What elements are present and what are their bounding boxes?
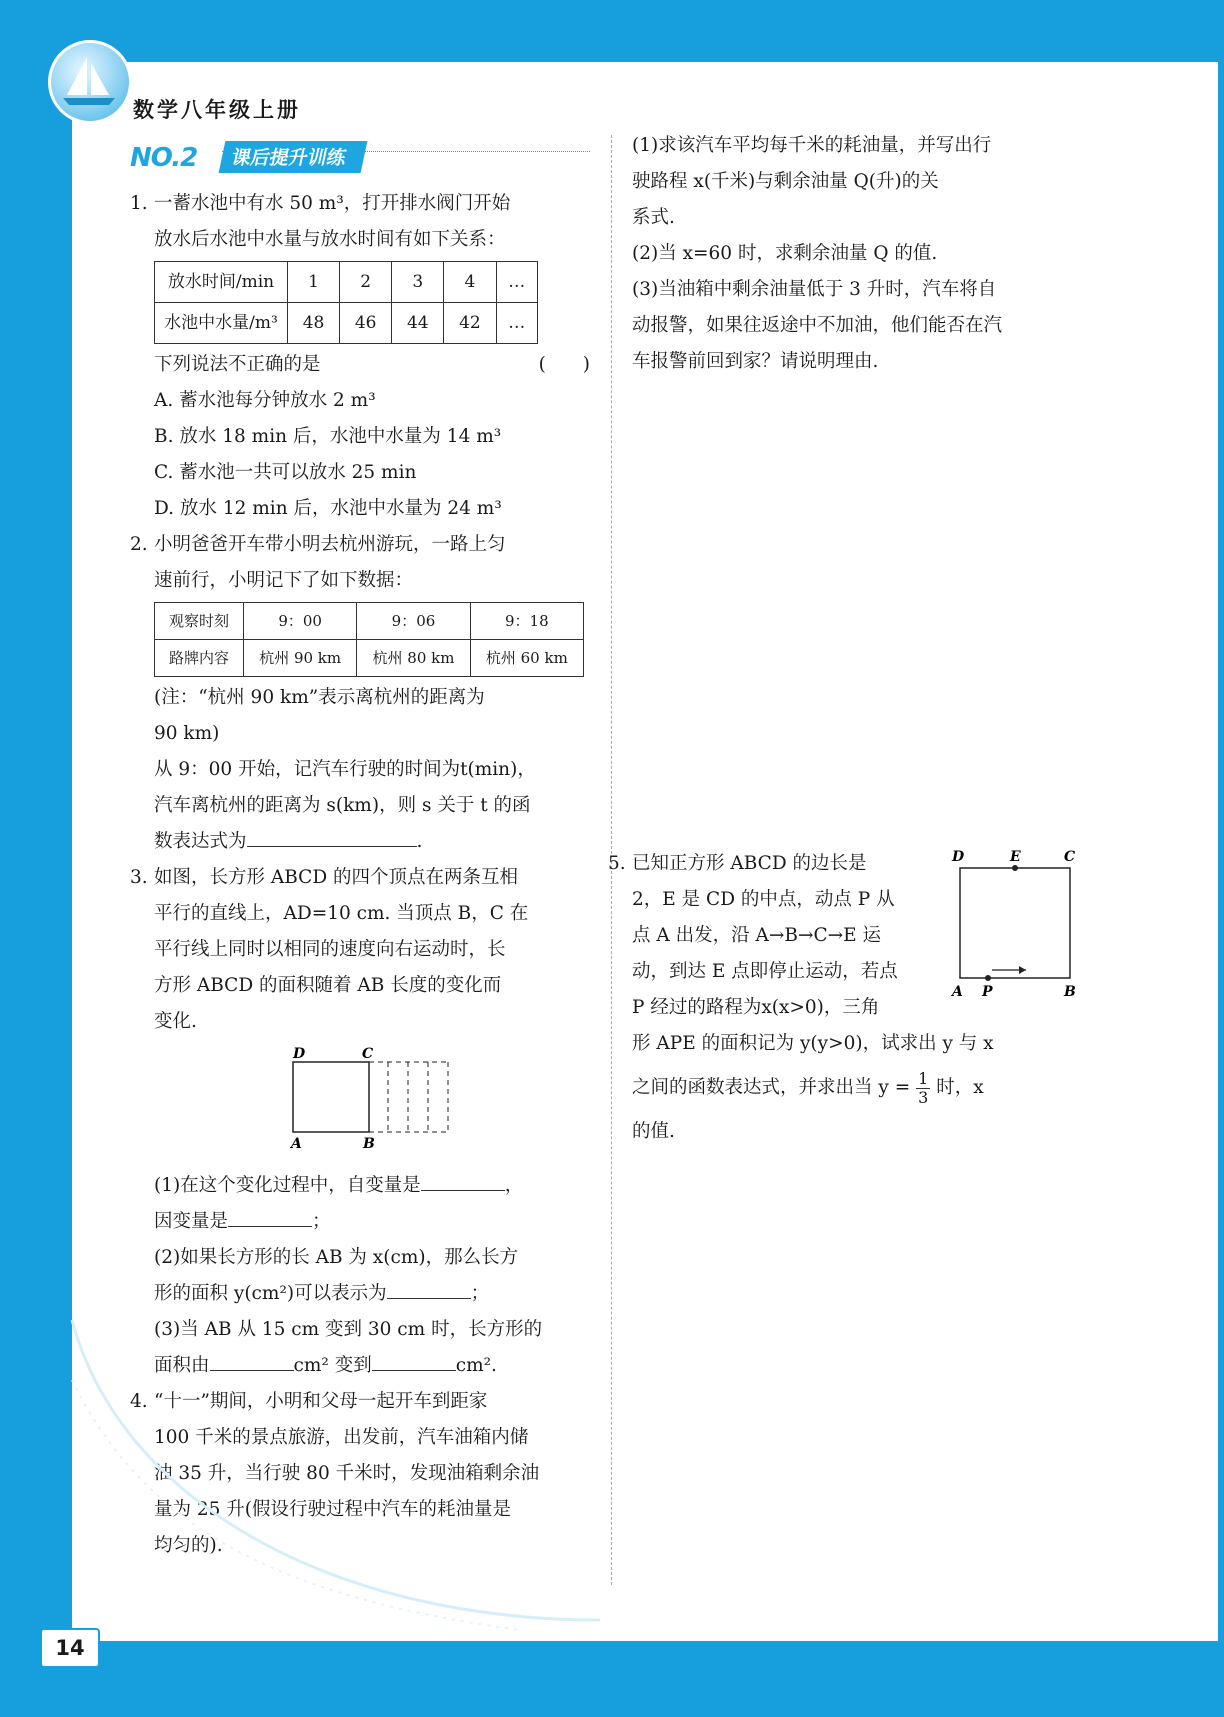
table-cell: 放水时间/min (155, 262, 288, 303)
section-title: 课后提升训练 (219, 141, 368, 173)
q5-stem-line7 (632, 1062, 1100, 1114)
q2-body-line2: 汽车离杭州的距离为 s(km)，则 s 关于 t 的函 (154, 795, 531, 816)
q2-table (154, 602, 584, 677)
table-cell: 路牌内容 (155, 640, 244, 677)
q5-stem-line2: 2，E 是 CD 的中点，动点 P 从 (632, 889, 895, 910)
q1-stem-line1: 一蓄水池中有水 50 m³，打开排水阀门开始 (154, 193, 511, 214)
table-cell: 44 (392, 303, 444, 344)
table-cell: 杭州 90 km (244, 640, 357, 677)
question-3 (130, 860, 590, 1040)
q1-option-a: A. 蓄水池每分钟放水 2 m³ (154, 390, 376, 411)
q3-part1-text: (1)在这个变化过程中，自变量是 (154, 1175, 421, 1196)
label-d: D (952, 849, 965, 865)
question-number: 4. (130, 1391, 148, 1412)
label-b: B (363, 1136, 375, 1152)
q2-stem-line2: 速前行，小明记下了如下数据： (154, 570, 414, 591)
q3-stem-line3: 平行线上同时以相同的速度向右运动时，长 (154, 939, 506, 960)
q3-part1-line2 (130, 1204, 590, 1240)
q3-part2-semicolon: ； (470, 1283, 490, 1304)
answer-blank (387, 1276, 471, 1299)
q3-part3-unit1: cm² 变到 (293, 1355, 372, 1376)
q2-body-line1: 从 9：00 开始，记汽车行驶的时间为t(min)， (154, 759, 536, 780)
q4-part2-line1: (2)当 x=60 时，求剩余油量 Q 的值. (632, 243, 938, 264)
q5-stem-line1: 已知正方形 ABCD 的边长是 (632, 853, 867, 874)
question-2 (130, 527, 590, 599)
label-c: C (362, 1046, 374, 1062)
q4-part3-line3: 车报警前回到家？请说明理由. (632, 351, 879, 372)
question-5 (608, 846, 1100, 1150)
q2-end-dot: . (416, 831, 423, 852)
question-number: 2. (130, 534, 148, 555)
table-row (155, 603, 584, 640)
q4-stem-line4: 量为 25 升(假设行驶过程中汽车的耗油量是 (154, 1499, 512, 1520)
label-b: B (1064, 984, 1076, 1000)
rectangle-figure (130, 1046, 590, 1162)
table-row (155, 262, 538, 303)
q3-stem-line2: 平行的直线上，AD=10 cm. 当顶点 B，C 在 (154, 903, 529, 924)
q5-stem-line7a: 之间的函数表达式，并求出当 y = (632, 1077, 911, 1098)
q3-stem-line1: 如图，长方形 ABCD 的四个顶点在两条互相 (154, 867, 519, 888)
q1-ask-line (130, 347, 590, 383)
sailboat-icon (51, 43, 129, 121)
book-title: 数学八年级上册 (133, 98, 301, 122)
fraction-denominator: 3 (918, 1087, 929, 1107)
q1-option-b: B. 放水 18 min 后，水池中水量为 14 m³ (154, 426, 502, 447)
q2-stem-line1: 小明爸爸开车带小明去杭州游玩，一路上匀 (154, 534, 506, 555)
q2-note-line2: 90 km) (154, 723, 220, 744)
bottom-frame-band (0, 1641, 1224, 1717)
table-cell: 1 (288, 262, 340, 303)
decorative-arc (0, 1300, 600, 1641)
q1-option-d: D. 放水 12 min 后，水池中水量为 24 m³ (154, 498, 502, 519)
table-cell: … (496, 262, 538, 303)
table-cell: 杭州 80 km (357, 640, 470, 677)
q4-part1-line3: 系式. (632, 207, 675, 228)
label-d: D (293, 1046, 306, 1062)
question-number: 3. (130, 867, 148, 888)
q4-part3-line2: 动报警，如果往返途中不加油，他们能否在汽 (632, 315, 1003, 336)
q3-part3-unit2: cm². (455, 1355, 497, 1376)
q3-part3-prefix: 面积由 (154, 1355, 210, 1376)
table-cell: 水池中水量/m³ (155, 303, 288, 344)
table-cell: 42 (444, 303, 496, 344)
q3-part1-semicolon: ； (312, 1211, 331, 1232)
label-a: A (952, 984, 963, 1000)
q4-stem-line2: 100 千米的景点旅游，出发前，汽车油箱内储 (154, 1427, 529, 1448)
table-row (155, 640, 584, 677)
label-e: E (1010, 849, 1021, 865)
table-cell: 观察时刻 (155, 603, 244, 640)
q1-table (154, 261, 538, 344)
label-p: P (982, 984, 993, 1000)
q2-body-line3 (130, 824, 590, 860)
table-cell: 9：06 (357, 603, 470, 640)
q4-part3-line1: (3)当油箱中剩余油量低于 3 升时，汽车将自 (632, 279, 997, 300)
question-number: 1. (130, 193, 148, 214)
q4-stem-line5: 均匀的). (154, 1535, 223, 1556)
q1-option-c: C. 蓄水池一共可以放水 25 min (154, 462, 417, 483)
q1-ask: 下列说法不正确的是 (154, 354, 321, 375)
section-badge: NO.2 (130, 143, 198, 173)
q3-stem-line5: 变化. (154, 1011, 197, 1032)
label-a: A (291, 1136, 302, 1152)
q5-stem-line4: 动，到达 E 点即停止运动，若点 (632, 961, 898, 982)
q3-stem-line4: 方形 ABCD 的面积随着 AB 长度的变化而 (154, 975, 502, 996)
q3-part1-line1 (130, 1168, 590, 1204)
label-c: C (1064, 849, 1076, 865)
answer-blank (247, 824, 417, 847)
table-cell: 48 (288, 303, 340, 344)
answer-blank (421, 1168, 505, 1191)
table-cell: 3 (392, 262, 444, 303)
right-column (632, 128, 1100, 380)
table-cell: 9：00 (244, 603, 357, 640)
page-number: 14 (40, 1628, 100, 1668)
table-cell: 9：18 (470, 603, 583, 640)
q3-part2-text2: 形的面积 y(cm²)可以表示为 (154, 1283, 387, 1304)
q1-stem-line2: 放水后水池中水量与放水时间有如下关系： (154, 229, 506, 250)
question-number: 5. (608, 853, 626, 874)
q3-part1-comma: ， (504, 1175, 524, 1196)
sailboat-logo (48, 40, 132, 124)
q2-body-line3-text: 数表达式为 (154, 831, 247, 852)
q3-figure (130, 1046, 590, 1162)
table-cell: … (496, 303, 538, 344)
q4-part1-line2: 驶路程 x(千米)与剩余油量 Q(升)的关 (632, 171, 939, 192)
q4-part1-line1: (1)求该汽车平均每千米的耗油量，并写出行 (632, 135, 992, 156)
table-cell: 2 (340, 262, 392, 303)
answer-blank (228, 1204, 312, 1227)
q5-stem-line3: 点 A 出发，沿 A→B→C→E 运 (632, 925, 882, 946)
table-cell: 杭州 60 km (470, 640, 583, 677)
q5-stem-line6: 形 APE 的面积记为 y(y>0)，试求出 y 与 x (632, 1033, 994, 1054)
q5-stem-line7b: 时，x (936, 1077, 984, 1098)
table-row (155, 303, 538, 344)
top-frame-band (0, 0, 1224, 62)
q3-part1-text2: 因变量是 (154, 1211, 229, 1232)
q5-stem-line8: 的值. (632, 1121, 675, 1142)
question-1 (130, 186, 590, 258)
table-cell: 4 (444, 262, 496, 303)
right-frame-band (1218, 0, 1224, 1717)
q3-part2-line1: (2)如果长方形的长 AB 为 x(cm)，那么长方 (154, 1247, 519, 1268)
q2-note-line1: (注：“杭州 90 km”表示离杭州的距离为 (154, 687, 485, 708)
q3-part3-line1: (3)当 AB 从 15 cm 变到 30 cm 时，长方形的 (154, 1319, 543, 1340)
q4-stem-line3: 油 35 升，当行驶 80 千米时，发现油箱剩余油 (154, 1463, 540, 1484)
fraction-one-third (916, 1070, 930, 1107)
square-figure (940, 848, 1090, 1004)
answer-parenthesis: ( ) (538, 354, 590, 375)
q5-stem-line5: P 经过的路程为x(x>0)，三角 (632, 997, 880, 1018)
fraction-numerator: 1 (918, 1068, 929, 1088)
table-cell: 46 (340, 303, 392, 344)
q4-stem-line1: “十一”期间，小明和父母一起开车到距家 (154, 1391, 488, 1412)
